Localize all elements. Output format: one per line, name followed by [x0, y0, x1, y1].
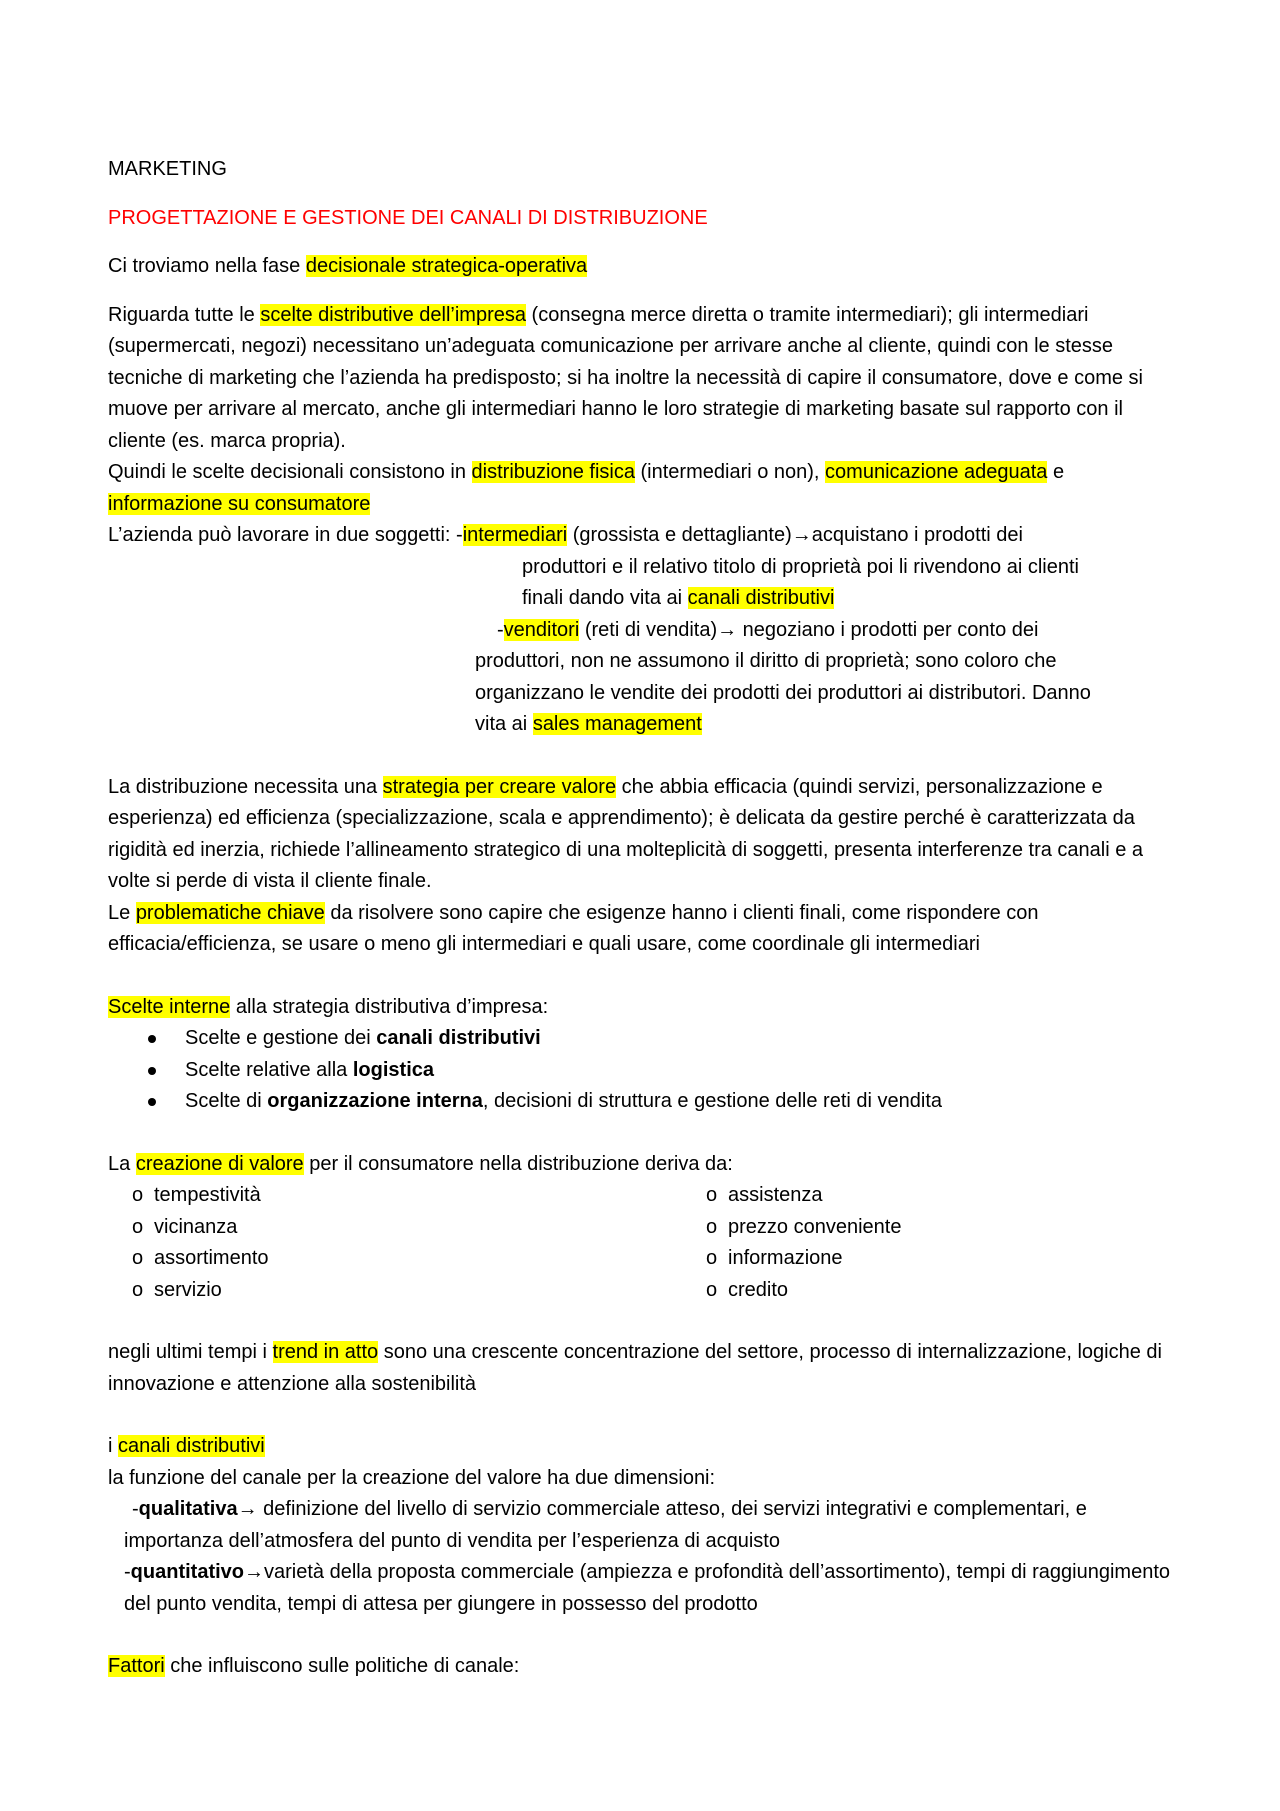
bullet-list: [108, 1023, 1180, 1118]
venditori-line: organizzano le vendite dei prodotti dei produttori ai distributori. Danno: [475, 681, 1091, 704]
highlight: creazione di valore: [135, 1152, 304, 1175]
value-factors-columns: [108, 1180, 1180, 1306]
paragraph-internal-choices: Scelte interne alla strategia distributiva d’impresa:: [108, 995, 549, 1018]
list-item: o informazione: [682, 1243, 901, 1275]
arrow-right-icon: →: [244, 1561, 265, 1583]
highlight: sales management: [532, 713, 702, 735]
quantitative-item: -quantitativo→varietà della proposta commerciale (ampiezza e profondità dell’assortimento), tempi di raggiungimento del punto vendita, tempi di attesa per giungere in possesso del prodotto: [124, 1561, 1171, 1615]
highlight: decisionale strategica-operativa: [305, 255, 588, 277]
quantitative-block: [108, 1557, 1180, 1620]
intermediari-block: [108, 520, 1180, 615]
venditori-line: produttori, non ne assumono il diritto di proprietà; sono coloro che: [475, 650, 1057, 672]
highlight: strategia per creare valore: [382, 775, 617, 798]
venditori-line: vita ai sales management: [475, 713, 702, 735]
arrow-right-icon: →: [791, 524, 812, 546]
value-factors-left: [108, 1180, 682, 1306]
list-item: o vicinanza: [108, 1212, 682, 1244]
list-item: Scelte di organizzazione interna, decisioni di struttura e gestione delle reti di vendita: [108, 1086, 1180, 1118]
highlight: Scelte interne: [108, 995, 231, 1018]
paragraph-channel-function: la funzione del canale per la creazione del valore ha due dimensioni:: [108, 1466, 716, 1489]
qualitative-block: [108, 1494, 1180, 1557]
doc-title: MARKETING: [108, 158, 227, 180]
value-factors-right: [682, 1180, 901, 1306]
highlight: distribuzione fisica: [471, 461, 635, 483]
qualitative-item: -qualitativa→ definizione del livello di servizio commerciale atteso, dei servizi integrativi e complementari, e importanza dell’atmosfera del punto di vendita per l’esperienza di acquisto: [124, 1498, 1087, 1552]
venditori-block: [108, 615, 1180, 741]
paragraph-strategy: La distribuzione necessita una strategia per creare valore che abbia efficacia (quindi servizi, personalizzazione e esperienza) ed efficienza (specializzazione, scala e apprendimento); è delicata da gestire perché è caratterizzata da rigidità ed inerzia, richiede l’allineamento strategico di una molteplicità di soggetti, presenta interferenze tra canali e a volte si perde di vista il cliente finale.: [108, 775, 1144, 892]
highlight: canali distributivi: [687, 587, 835, 609]
section-heading: PROGETTAZIONE E GESTIONE DEI CANALI DI DISTRIBUZIONE: [108, 206, 708, 229]
highlight: trend in atto: [272, 1341, 379, 1363]
list-item: o servizio: [108, 1275, 682, 1307]
highlight: Fattori: [108, 1655, 165, 1677]
venditori-line: -venditori (reti di vendita)→ negoziano i prodotti per conto dei: [497, 618, 1039, 641]
highlight: comunicazione adeguata: [825, 461, 1048, 483]
intermediari-line: L’azienda può lavorare in due soggetti: -intermediari (grossista e dettagliante)→acquistano i prodotti dei: [108, 524, 1023, 546]
paragraph-problems: Le problematiche chiave da risolvere sono capire che esigenze hanno i clienti finali, come rispondere con efficacia/efficienza, se usare o meno gli intermediari e quali usare, come coordinale gli intermediari: [108, 901, 1039, 955]
list-item: o prezzo conveniente: [682, 1212, 901, 1244]
paragraph-channels-heading: i canali distributivi: [108, 1435, 265, 1457]
highlight: informazione su consumatore: [108, 492, 371, 515]
list-item: o tempestività: [108, 1180, 682, 1212]
arrow-right-icon: →: [237, 1498, 258, 1520]
highlight: problematiche chiave: [135, 901, 325, 924]
paragraph-factors: Fattori che influiscono sulle politiche di canale:: [108, 1655, 520, 1677]
arrow-right-icon: →: [717, 618, 738, 641]
highlight: canali distributivi: [118, 1435, 265, 1457]
intermediari-line: produttori e il relativo titolo di proprietà poi li rivendono ai clienti: [522, 555, 1079, 578]
paragraph-decisions: Quindi le scelte decisionali consistono in distribuzione fisica (intermediari o non), comunicazione adeguata e informazione su consumatore: [108, 461, 1065, 515]
paragraph-phase: Ci troviamo nella fase decisionale strategica-operativa: [108, 255, 588, 277]
highlight: venditori: [503, 618, 580, 641]
intermediari-line: finali dando vita ai canali distributivi: [522, 587, 835, 609]
list-item: o assortimento: [108, 1243, 682, 1275]
paragraph-value-creation: La creazione di valore per il consumatore nella distribuzione deriva da:: [108, 1152, 733, 1175]
list-item: o assistenza: [682, 1180, 901, 1212]
highlight: intermediari: [462, 524, 568, 546]
list-item: Scelte e gestione dei canali distributivi: [108, 1023, 1180, 1055]
paragraph-choices: Riguarda tutte le scelte distributive dell’impresa (consegna merce diretta o tramite intermediari); gli intermediari (supermercati, negozi) necessitano un’adeguata comunicazione per arrivare anche al cliente, quindi con le stesse tecniche di marketing che l’azienda ha predisposto; si ha inoltre la necessità di capire il consumatore, dove e come si muove per arrivare al mercato, anche gli intermediari hanno le loro strategie di marketing basate sul rapporto con il cliente (es. marca propria).: [108, 303, 1143, 452]
paragraph-trends: negli ultimi tempi i trend in atto sono una crescente concentrazione del settore, processo di internalizzazione, logiche di innovazione e attenzione alla sostenibilità: [108, 1341, 1162, 1395]
highlight: scelte distributive dell’impresa: [260, 303, 526, 326]
list-item: Scelte relative alla logistica: [108, 1055, 1180, 1087]
list-item: o credito: [682, 1275, 901, 1307]
